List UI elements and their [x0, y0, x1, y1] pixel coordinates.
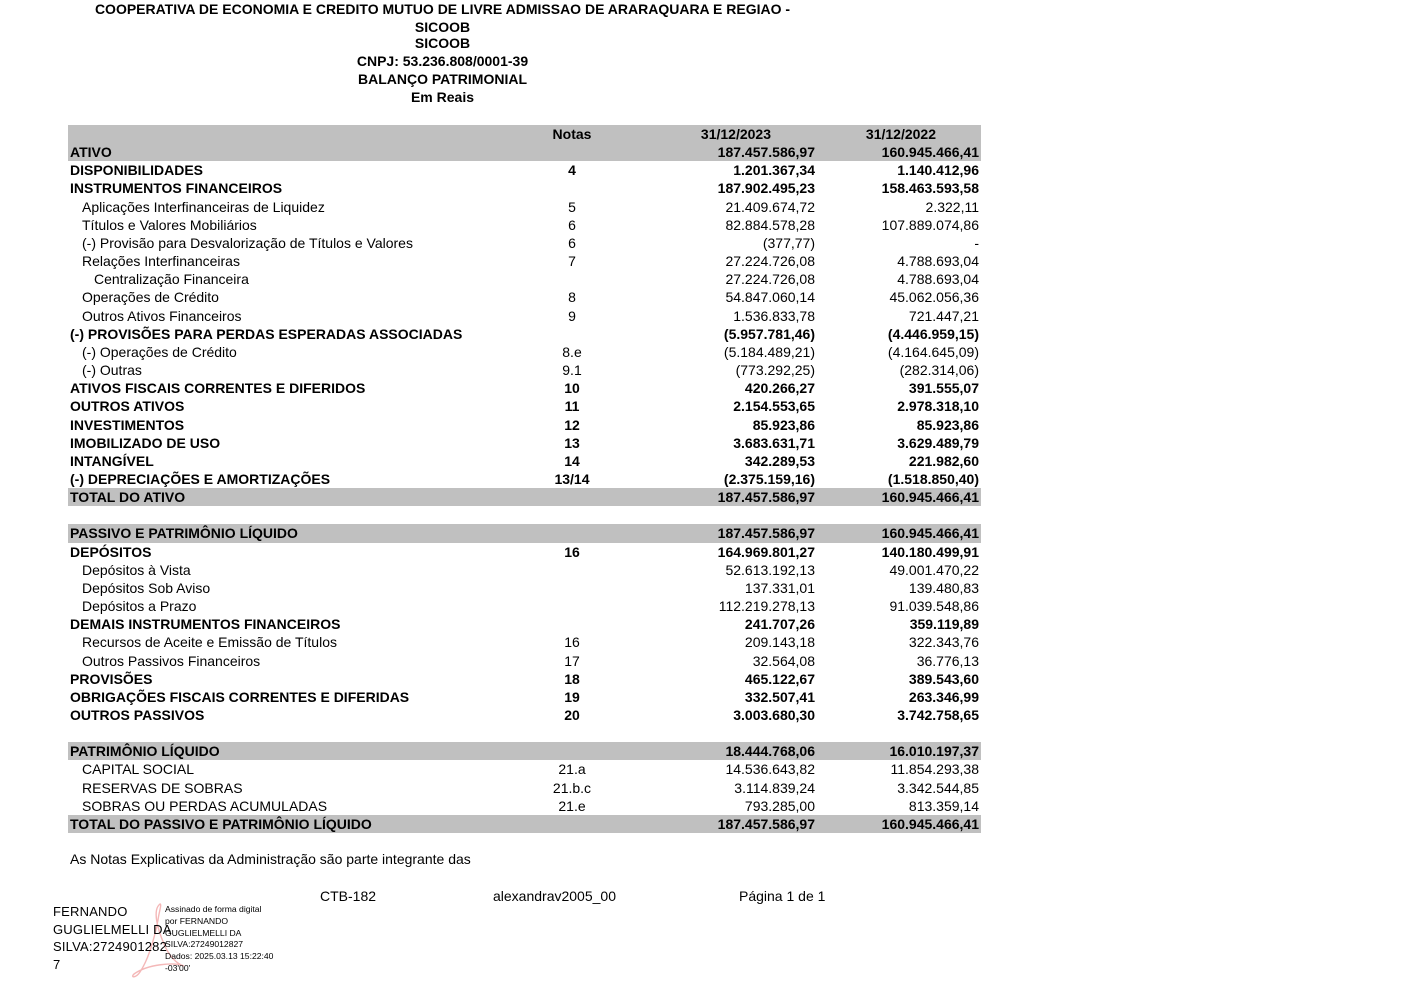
table-row — [68, 470, 981, 488]
row-value-2023: 3.114.839,24 — [734, 779, 815, 796]
company-cnpj: CNPJ: 53.236.808/0001-39 — [356, 53, 529, 69]
row-label: (-) PROVISÕES PARA PERDAS ESPERADAS ASSOCIADAS — [70, 325, 463, 342]
row-notes: 21.e — [558, 797, 586, 814]
row-value-2023: 465.122,67 — [744, 670, 815, 687]
row-notes: 11 — [564, 398, 580, 415]
row-value-2023: 342.289,53 — [744, 452, 815, 469]
signature-detail-line: Assinado de forma digital — [165, 904, 262, 914]
row-label: Aplicações Interfinanceiras de Liquidez — [82, 198, 325, 215]
footer-code: CTB-182 — [320, 888, 377, 904]
signature-detail-line: por FERNANDO — [165, 915, 229, 926]
row-value-2022: 36.776,13 — [916, 652, 979, 669]
signature-detail-line: -03'00' — [165, 962, 191, 973]
row-label: Depósitos a Prazo — [82, 598, 197, 615]
report-title: BALANÇO PATRIMONIAL — [357, 71, 528, 87]
row-value-2023: (2.375.159,16) — [723, 470, 815, 487]
row-notes: 16 — [564, 543, 580, 560]
row-value-2022: 160.945.466,41 — [881, 489, 979, 506]
row-value-2022: 158.463.593,58 — [881, 180, 979, 197]
row-value-2023: 85.923,86 — [752, 416, 815, 433]
row-label: OBRIGAÇÕES FISCAIS CORRENTES E DIFERIDAS — [70, 688, 410, 705]
table-row — [68, 270, 981, 288]
row-value-2023: 3.683.631,71 — [733, 434, 815, 451]
header-2023: 31/12/2023 — [700, 126, 771, 142]
row-value-2022: 2.978.318,10 — [897, 398, 979, 415]
row-notes: 5 — [568, 198, 576, 215]
row-label: INTANGÍVEL — [70, 452, 154, 469]
row-value-2023: 21.409.674,72 — [725, 198, 815, 215]
table-row — [68, 779, 981, 797]
table-row — [68, 742, 981, 760]
row-value-2023: 54.847.060,14 — [725, 289, 815, 306]
row-value-2022: 16.010.197,37 — [889, 743, 979, 760]
row-label: PROVISÕES — [70, 670, 153, 687]
row-value-2022: 3.629.489,79 — [897, 434, 979, 451]
table-row — [68, 416, 981, 434]
row-notes: 12 — [564, 416, 580, 433]
row-value-2022: 4.788.693,04 — [897, 271, 979, 288]
row-value-2022: 160.945.466,41 — [881, 815, 979, 832]
signature-details — [165, 904, 273, 975]
row-label: PASSIVO E PATRIMÔNIO LÍQUIDO — [70, 525, 298, 542]
row-value-2023: 52.613.192,13 — [725, 561, 815, 578]
row-value-2023: 112.219.278,13 — [718, 598, 815, 615]
table-row — [68, 797, 981, 815]
row-notes: 14 — [564, 452, 580, 469]
row-label: (-) Operações de Crédito — [82, 343, 237, 360]
spacer-row — [68, 724, 981, 742]
table-row — [68, 452, 981, 470]
row-value-2023: 1.201.367,34 — [733, 162, 815, 179]
row-value-2022: 49.001.470,22 — [889, 561, 979, 578]
table-row — [68, 615, 981, 633]
table-row — [68, 161, 981, 179]
row-value-2022: 140.180.499,91 — [881, 543, 979, 560]
table-row — [68, 688, 981, 706]
row-value-2022: 322.343,76 — [908, 634, 979, 651]
row-value-2023: 187.457.586,97 — [717, 489, 815, 506]
row-label: CAPITAL SOCIAL — [82, 761, 195, 778]
table-row — [68, 397, 981, 415]
row-value-2022: 389.543,60 — [908, 670, 979, 687]
table-row — [68, 633, 981, 651]
spacer-row — [68, 506, 981, 524]
row-value-2023: 27.224.726,08 — [725, 253, 815, 270]
row-value-2023: 793.285,00 — [744, 797, 815, 814]
row-value-2022: 1.140.412,96 — [897, 162, 979, 179]
signer-name-line: GUGLIELMELLI DA — [53, 921, 172, 937]
table-row — [68, 543, 981, 561]
table-row — [68, 815, 981, 833]
table-row — [68, 561, 981, 579]
balance-sheet-table — [68, 125, 981, 833]
row-value-2022: 3.342.544,85 — [897, 779, 979, 796]
row-value-2022: 721.447,21 — [908, 307, 979, 324]
table-row — [68, 379, 981, 397]
signature-detail-line: Dados: 2025.03.13 15:22:40 — [165, 951, 274, 962]
row-label: IMOBILIZADO DE USO — [70, 434, 221, 451]
row-notes: 13/14 — [554, 470, 590, 487]
row-label: Relações Interfinanceiras — [82, 253, 240, 270]
table-row — [68, 597, 981, 615]
row-value-2023: 187.457.586,97 — [717, 525, 815, 542]
row-value-2022: 45.062.056,36 — [889, 289, 979, 306]
row-label: ATIVOS FISCAIS CORRENTES E DIFERIDOS — [70, 380, 366, 397]
row-label: ATIVO — [70, 144, 112, 161]
row-label: OUTROS PASSIVOS — [70, 707, 205, 723]
signer-name-line: FERNANDO — [53, 904, 128, 919]
row-value-2023: (773.292,25) — [735, 362, 815, 379]
row-value-2022: 107.889.074,86 — [881, 216, 979, 233]
table-row — [68, 579, 981, 597]
row-value-2023: 332.507,41 — [744, 688, 815, 705]
row-label: DEMAIS INSTRUMENTOS FINANCEIROS — [70, 616, 341, 633]
row-value-2022: 160.945.466,41 — [881, 144, 979, 161]
footer-user: alexandrav2005_00 — [493, 888, 616, 904]
table-row — [68, 252, 981, 270]
row-label: (-) DEPRECIAÇÕES E AMORTIZAÇÕES — [70, 470, 331, 487]
row-label: Outros Passivos Financeiros — [82, 652, 261, 669]
row-value-2022: 85.923,86 — [916, 416, 979, 433]
table-row — [68, 179, 981, 197]
table-row — [68, 670, 981, 688]
row-value-2023: 32.564,08 — [752, 652, 815, 669]
table-row — [68, 307, 981, 325]
table-row — [68, 216, 981, 234]
table-row — [68, 361, 981, 379]
row-label: Centralização Financeira — [94, 271, 249, 288]
row-label: INSTRUMENTOS FINANCEIROS — [70, 180, 283, 197]
company-brand-2: SICOOB — [414, 35, 471, 51]
row-value-2023: 209.143,18 — [744, 634, 815, 651]
row-label: INVESTIMENTOS — [70, 416, 185, 433]
row-notes: 7 — [568, 253, 576, 270]
row-label: DEPÓSITOS — [70, 543, 152, 560]
row-notes: 8.e — [562, 343, 582, 360]
page-number: Página 1 de 1 — [739, 888, 826, 904]
signature-detail-line: SILVA:27249012827 — [165, 939, 244, 950]
row-value-2022: 359.119,89 — [909, 616, 979, 633]
row-value-2023: (377,77) — [762, 234, 815, 251]
signer-name — [53, 903, 172, 973]
row-notes: 9 — [568, 307, 576, 324]
table-row — [68, 288, 981, 306]
row-value-2023: 14.536.643,82 — [725, 761, 815, 778]
table-row — [68, 143, 981, 161]
row-notes: 21.a — [558, 761, 586, 778]
company-brand: SICOOB — [414, 19, 471, 35]
row-notes: 17 — [564, 652, 580, 669]
row-value-2022: - — [974, 234, 979, 251]
row-value-2023: 82.884.578,28 — [725, 216, 815, 233]
table-row — [68, 198, 981, 216]
row-label: TOTAL DO ATIVO — [70, 489, 186, 506]
row-notes: 19 — [564, 688, 580, 705]
report-unit: Em Reais — [410, 89, 475, 105]
row-label: DISPONIBILIDADES — [70, 162, 204, 179]
row-label: Recursos de Aceite e Emissão de Títulos — [82, 634, 337, 651]
row-notes: 6 — [568, 234, 576, 251]
row-value-2022: 160.945.466,41 — [881, 525, 979, 542]
row-value-2023: 2.154.553,65 — [733, 398, 815, 415]
table-row — [68, 652, 981, 670]
table-row — [68, 325, 981, 343]
row-value-2023: 187.902.495,23 — [717, 180, 815, 197]
footer-note: As Notas Explicativas da Administração são parte integrante das — [70, 851, 471, 867]
row-label: Depósitos à Vista — [82, 561, 191, 578]
row-value-2022: 263.346,99 — [908, 688, 979, 705]
row-value-2022: 221.982,60 — [908, 452, 979, 469]
signature-detail-line: GUGLIELMELLI DA — [165, 927, 242, 938]
row-value-2022: 4.788.693,04 — [897, 253, 979, 270]
row-label: Operações de Crédito — [82, 289, 219, 306]
row-value-2022: 813.359,14 — [908, 797, 979, 814]
table-row — [68, 706, 981, 724]
row-notes: 10 — [564, 380, 580, 397]
row-notes: 20 — [564, 707, 580, 723]
row-label: RESERVAS DE SOBRAS — [82, 779, 243, 796]
row-value-2023: 18.444.768,06 — [725, 743, 815, 760]
row-value-2022: 3.742.758,65 — [897, 707, 979, 723]
row-notes: 16 — [564, 634, 580, 651]
row-value-2023: 241.707,26 — [744, 616, 815, 633]
row-value-2023: 3.003.680,30 — [733, 707, 815, 723]
row-value-2023: 187.457.586,97 — [717, 144, 815, 161]
row-value-2022: 11.854.293,38 — [890, 761, 979, 778]
table-row — [68, 760, 981, 778]
row-value-2023: 1.536.833,78 — [733, 307, 815, 324]
row-label: Depósitos Sob Aviso — [82, 579, 211, 596]
row-notes: 6 — [568, 216, 576, 233]
table-header-row — [68, 125, 981, 143]
row-label: SOBRAS OU PERDAS ACUMULADAS — [82, 797, 328, 814]
row-value-2022: 2.322,11 — [925, 198, 979, 215]
row-notes: 18 — [564, 670, 580, 687]
row-value-2023: 137.331,01 — [744, 579, 815, 596]
row-value-2022: (4.446.959,15) — [887, 325, 979, 342]
row-notes: 9.1 — [562, 362, 582, 379]
header-2022: 31/12/2022 — [865, 126, 936, 142]
row-label: PATRIMÔNIO LÍQUIDO — [70, 743, 220, 760]
row-value-2023: (5.957.781,46) — [723, 325, 815, 342]
row-value-2023: 164.969.801,27 — [717, 543, 815, 560]
row-label: OUTROS ATIVOS — [70, 398, 185, 415]
row-value-2023: (5.184.489,21) — [723, 343, 815, 360]
table-row — [68, 524, 981, 542]
company-name: COOPERATIVA DE ECONOMIA E CREDITO MUTUO DE LIVRE ADMISSAO DE ARARAQUARA E REGIAO - — [94, 1, 791, 17]
row-label: (-) Provisão para Desvalorização de Títulos e Valores — [82, 234, 413, 251]
row-notes: 4 — [568, 162, 576, 179]
row-label: Títulos e Valores Mobiliários — [82, 216, 257, 233]
row-value-2023: 187.457.586,97 — [717, 815, 815, 832]
row-value-2022: (282.314,06) — [899, 362, 979, 379]
row-label: (-) Outras — [82, 362, 142, 379]
signer-name-line: SILVA:2724901282 — [53, 939, 168, 954]
row-value-2023: 27.224.726,08 — [725, 271, 815, 288]
table-row — [68, 488, 981, 506]
row-notes: 8 — [568, 289, 576, 306]
row-label: Outros Ativos Financeiros — [82, 307, 242, 324]
row-value-2022: 91.039.548,86 — [889, 598, 979, 615]
table-row — [68, 234, 981, 252]
signer-name-line: 7 — [53, 956, 61, 972]
row-value-2022: (4.164.645,09) — [887, 343, 979, 360]
row-value-2022: 391.555,07 — [908, 380, 979, 397]
table-row — [68, 434, 981, 452]
row-notes: 21.b.c — [552, 779, 592, 796]
table-row — [68, 343, 981, 361]
row-value-2023: 420.266,27 — [744, 380, 815, 397]
row-label: TOTAL DO PASSIVO E PATRIMÔNIO LÍQUIDO — [70, 815, 372, 832]
row-notes: 13 — [564, 434, 580, 451]
row-value-2022: 139.480,83 — [908, 579, 979, 596]
header-notes: Notas — [552, 126, 592, 142]
row-value-2022: (1.518.850,40) — [887, 470, 979, 487]
